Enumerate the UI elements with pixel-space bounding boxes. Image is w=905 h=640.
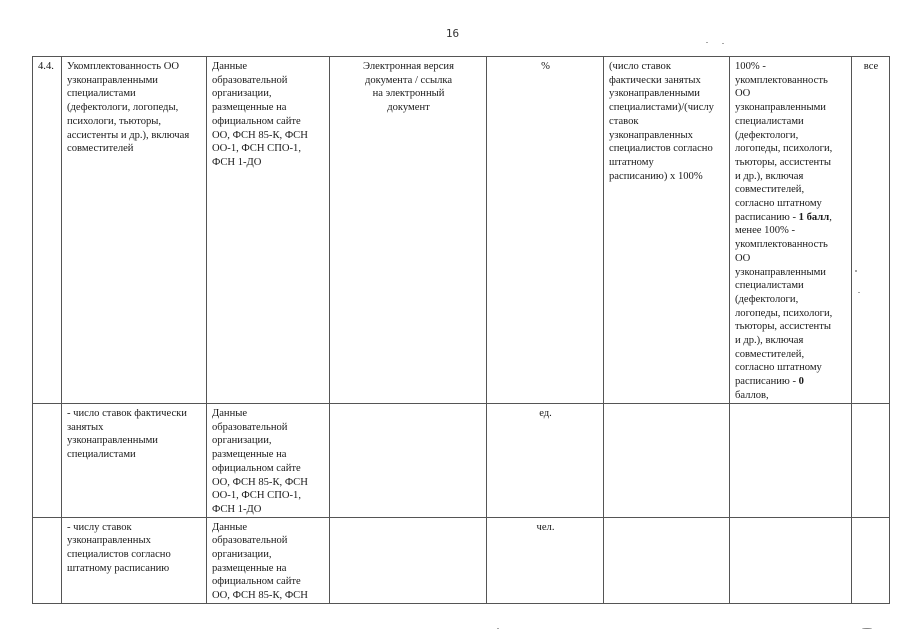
indicator-name: Укомплектованность ОО узконаправленными специалистами (дефектологи, логопеды, психологи, тьюторы, ассистенты и др.), включая совместителей (62, 57, 207, 404)
row-number (33, 517, 62, 603)
evaluation-criteria (730, 57, 852, 404)
criteria-text-c: баллов, (735, 389, 769, 401)
table-row (33, 404, 890, 518)
education-level (852, 517, 890, 603)
scan-speck (862, 628, 872, 629)
indicator-name: - числу ставок узконаправленных специалистов согласно штатному расписанию (62, 517, 207, 603)
scan-speck (855, 270, 857, 272)
criteria-text-b: , менее 100% - укомплектованность ОО узконаправленными специалистами (дефектологи, логопеды, психологи, тьюторы, ассистенты и др.), включая совместителей, согласно штатному расписанию - (735, 211, 833, 388)
education-level: все (852, 57, 890, 404)
scan-speck (858, 292, 860, 293)
indicator-table (32, 56, 890, 604)
criteria-score-a: 1 балл (798, 211, 830, 223)
education-level (852, 404, 890, 518)
criteria-score-b: 0 (798, 376, 804, 388)
scan-speck (706, 42, 708, 43)
table-row (33, 57, 890, 404)
indicator-name: - число ставок фактически занятых узконаправленными специалистами (62, 404, 207, 518)
table-row (33, 517, 890, 603)
evaluation-criteria (730, 517, 852, 603)
data-source: Данные образовательной организации, размещенные на официальном сайте ОО, ФСН 85-К, ФСН ОО-1, ФСН СПО-1, ФСН 1-ДО (207, 404, 330, 518)
page-number: 16 (445, 27, 460, 40)
row-number (33, 404, 62, 518)
calculation-formula (604, 404, 730, 518)
unit: чел. (487, 517, 604, 603)
unit: % (487, 57, 604, 404)
scan-speck (497, 628, 499, 629)
data-source: Данные образовательной организации, размещенные на официальном сайте ОО, ФСН 85-К, ФСН ОО-1, ФСН СПО-1, ФСН 1-ДО (207, 57, 330, 404)
calculation-formula: (число ставок фактически занятых узконаправленными специалистами)/(числу ставок узконаправленных специалистов согласно штатному расписанию) х 100% (604, 57, 730, 404)
calculation-formula (604, 517, 730, 603)
document-form (330, 404, 487, 518)
document-form: Электронная версия документа / ссылка на электронный документ (330, 57, 487, 404)
document-form (330, 517, 487, 603)
scan-speck (722, 43, 724, 44)
unit: ед. (487, 404, 604, 518)
evaluation-criteria (730, 404, 852, 518)
criteria-text-a: 100% - укомплектованность ОО узконаправленными специалистами (дефектологи, логопеды, психологи, тьюторы, ассистенты и др.), включая совместителей, согласно штатному расписанию - (735, 61, 833, 223)
row-number: 4.4. (33, 57, 62, 404)
data-source: Данные образовательной организации, размещенные на официальном сайте ОО, ФСН 85-К, ФСН (207, 517, 330, 603)
